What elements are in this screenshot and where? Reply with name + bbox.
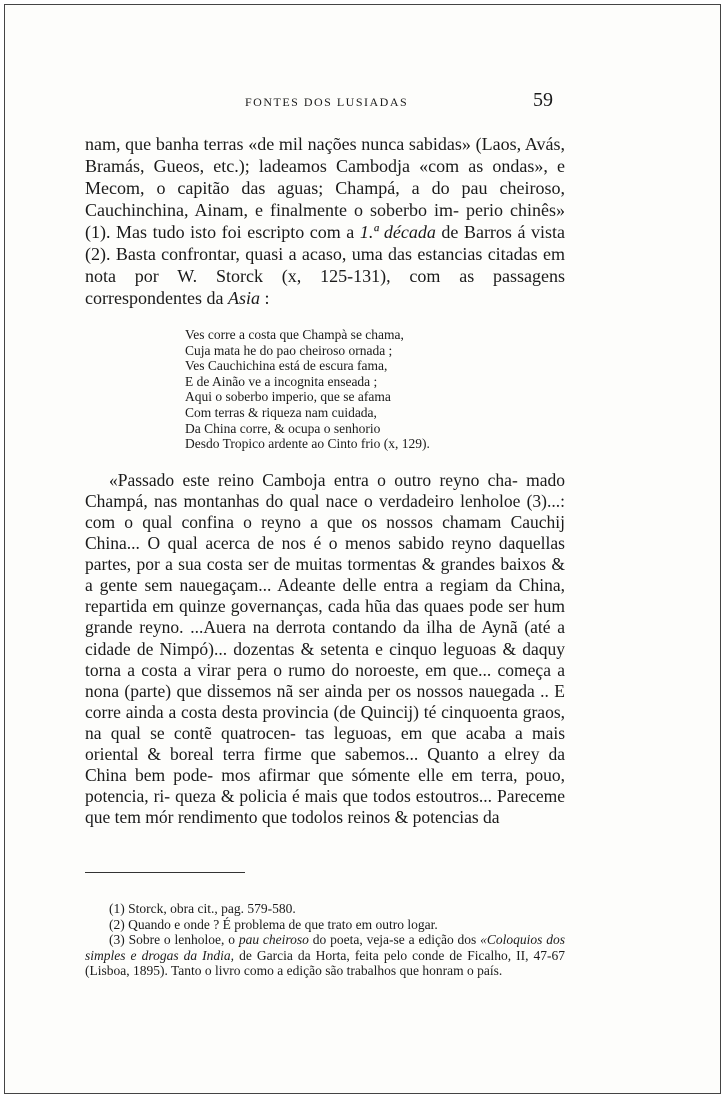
text-line: mado Champá, nas montanhas do qual nace o verdadeiro	[85, 469, 566, 511]
footnote-3	[85, 932, 565, 979]
footnote-1: (1) Storck, obra cit., pag. 579-580.	[109, 901, 296, 917]
footnote-3-text: do poeta, veja-se a edição dos	[308, 932, 477, 948]
asia-suffix: :	[259, 288, 270, 308]
text-line: tormentas & grandes baixos & a gente sem nauegaçam...	[85, 554, 565, 596]
text-line: governanças, cada hũa das quaes pode ser hum grande reyno.	[85, 596, 566, 638]
paragraph-intro	[85, 133, 565, 309]
verse-line: Ves corre a costa que Champà se chama,	[185, 327, 404, 342]
text-line: de Nimpó)... dozentas & setenta e cinquo leguoas & daquy	[136, 638, 566, 659]
verse-line: Desdo Tropico ardente ao Cinto frio (x, 129).	[185, 436, 430, 452]
text-line: mos afirmar que sómente elle em terra, pouo, potencia, ri-	[85, 765, 566, 807]
text-line: (de Quincij) té cinquoenta graos, na qual se contẽ quatrocen-	[85, 701, 565, 743]
footnote-2: (2) Quando e onde ? É problema de que trato em outro logar.	[109, 916, 438, 932]
text-line: perio chinês» (1). Mas tudo isto foi escripto com a	[85, 200, 565, 242]
text-line: nossos nauegada .. E corre ainda a costa desta provincia	[85, 680, 565, 722]
text-line: das estancias citadas em nota por W. Storck (x, 125-131),	[85, 244, 565, 286]
asia-reference: Asia	[227, 288, 260, 308]
text-line: de Barros á vista (2). Basta confrontar, quasi a acaso, uma	[85, 222, 566, 264]
text-line: que tem mór rendimento que todolos reinos & potencias da	[85, 807, 500, 828]
footnotes	[85, 901, 565, 979]
footnote-3-text: (3) Sobre o lenholoe, o	[109, 932, 239, 948]
text-line: Avás, Bramás, Gueos, etc.); ladeamos Cambodja «com as	[85, 134, 565, 176]
text-line: tas leguoas, em que acaba a mais oriental & boreal terra	[85, 722, 566, 764]
verse-line: Aqui o soberbo imperio, que se afama	[185, 389, 391, 405]
text-line: firme que sabemos... Quanto a elrey da China bem pode-	[85, 743, 565, 786]
book-page	[4, 4, 721, 1094]
text-line: cheiroso, Cauchinchina, Ainam, e finalmente o soberbo im-	[85, 178, 566, 220]
footnote-3-italic: pau cheiroso	[238, 932, 309, 948]
text-line: Adeante delle entra a regiam da China, repartida em quinze	[85, 575, 565, 617]
text-line: queza & policia é mais que todos estoutros... Pareceme	[175, 786, 566, 807]
verse-quotation	[185, 327, 565, 452]
verse-line: Ves Cauchichina está de escura fama,	[185, 358, 388, 374]
footnote-divider	[85, 872, 245, 873]
verse-line: E de Ainão ve a incognita enseada ;	[185, 373, 378, 389]
text-line: chamam Cauchij China... O qual acerca de nos é o menos	[85, 511, 566, 554]
text-line: começa a nona (parte) que dissemos nã ser ainda per os	[85, 659, 566, 701]
text-line: nam, que banha terras «de mil nações nunca sabidas» (Laos,	[85, 134, 522, 154]
footnote-3-title: «Coloquios dos simples e drogas da India,	[85, 932, 565, 963]
text-line: «Passado este reino Camboja entra o outro reyno cha-	[109, 469, 518, 490]
text-line: lenholoe (3)...: com o qual confina o reyno a que os nossos	[85, 490, 565, 532]
running-head: FONTES DOS LUSIADAS	[245, 95, 409, 109]
text-line: sabido reyno daquellas partes, por a sua costa ser de muitas	[85, 533, 565, 575]
page-number: 59	[533, 89, 553, 111]
text-line: torna a costa a virar pera o rumo do noroeste, em que...	[85, 659, 492, 680]
paragraph-barros-quote	[85, 470, 565, 829]
verse-line: Cuja mata he do pao cheiroso ornada ;	[185, 342, 393, 358]
page-body	[85, 133, 565, 979]
footnote-3-text: são trabalhos que honram o país.	[325, 963, 503, 979]
footnote-3-text: de Garcia da Horta, feita pelo	[234, 947, 408, 963]
verse-line: Com terras & riqueza nam cuidada,	[185, 404, 377, 420]
text-line: com as passagens correspondentes da	[85, 266, 566, 308]
footnote-3-text: conde de Ficalho, II, 47-67 (Lisboa, 1895). Tanto o livro como a edição	[85, 947, 566, 979]
decada-reference: 1.ª década	[359, 222, 436, 242]
page-header	[5, 89, 720, 119]
text-line: ...Auera na derrota contando da ilha de Aynã (até a cidade	[85, 617, 565, 659]
verse-line: Da China corre, & ocupa o senhorio	[185, 420, 381, 436]
text-line: ondas», e Mecom, o capitão das aguas; Champá, a do pau	[85, 156, 565, 198]
